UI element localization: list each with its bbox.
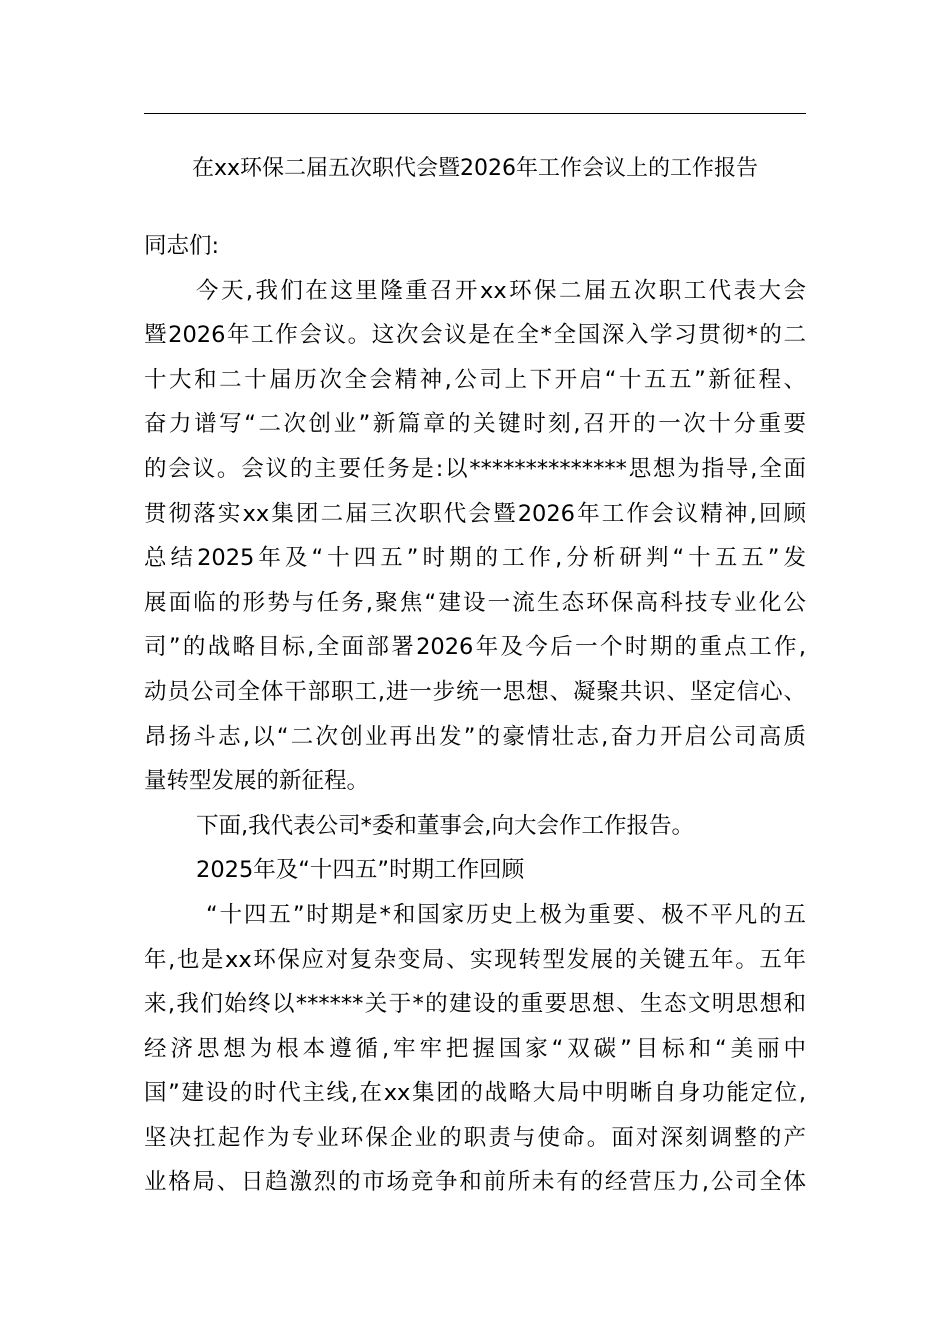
paragraph-line: 业格局、日趋激烈的市场竞争和前所未有的经营压力,公司全体 <box>144 1169 806 1196</box>
document-title: 在xx环保二届五次职代会暨2026年工作会议上的工作报告 <box>191 156 759 181</box>
paragraph-line: 总结2025年及“十四五”时期的工作,分析研判“十五五”发 <box>144 545 806 572</box>
paragraph-line: 昂扬斗志,以“二次创业再出发”的豪情壮志,奋力开启公司高质 <box>144 723 806 750</box>
salutation: 同志们: <box>144 233 220 259</box>
header-rule <box>144 113 806 114</box>
paragraph-line: 下面,我代表公司*委和董事会,向大会作工作报告。 <box>196 812 695 839</box>
paragraph-line: 的会议。会议的主要任务是:以**************思想为指导,全面 <box>144 455 806 482</box>
paragraph-line: 暨2026年工作会议。这次会议是在全*全国深入学习贯彻*的二 <box>144 322 806 349</box>
section-heading: 2025年及“十四五”时期工作回顾 <box>196 857 525 884</box>
paragraph-line: 展面临的形势与任务,聚焦“建设一流生态环保高科技专业化公 <box>144 589 806 616</box>
paragraph-line: 经济思想为根本遵循,牢牢把握国家“双碳”目标和“美丽中 <box>144 1035 806 1062</box>
paragraph-line: 来,我们始终以******关于*的建设的重要思想、生态文明思想和 <box>144 991 806 1018</box>
paragraph-line: 十大和二十届历次全会精神,公司上下开启“十五五”新征程、 <box>144 366 806 393</box>
document-body <box>144 224 806 1205</box>
paragraph-line: 贯彻落实xx集团二届三次职代会暨2026年工作会议精神,回顾 <box>144 500 806 527</box>
paragraph-line: 坚决扛起作为专业环保企业的职责与使命。面对深刻调整的产 <box>144 1124 806 1151</box>
paragraph-line: 年,也是xx环保应对复杂变局、实现转型发展的关键五年。五年 <box>144 946 806 973</box>
paragraph-line: 今天,我们在这里隆重召开xx环保二届五次职工代表大会 <box>196 277 806 304</box>
paragraph-line: 量转型发展的新征程。 <box>144 768 370 795</box>
paragraph-line: 奋力谱写“二次创业”新篇章的关键时刻,召开的一次十分重要 <box>144 411 806 438</box>
paragraph-line: 司”的战略目标,全面部署2026年及今后一个时期的重点工作, <box>144 634 806 661</box>
paragraph-line: 动员公司全体干部职工,进一步统一思想、凝聚共识、坚定信心、 <box>144 678 806 705</box>
paragraph-line: 国”建设的时代主线,在xx集团的战略大局中明晰自身功能定位, <box>144 1080 806 1107</box>
paragraph-line: “十四五”时期是*和国家历史上极为重要、极不平凡的五 <box>206 901 806 928</box>
